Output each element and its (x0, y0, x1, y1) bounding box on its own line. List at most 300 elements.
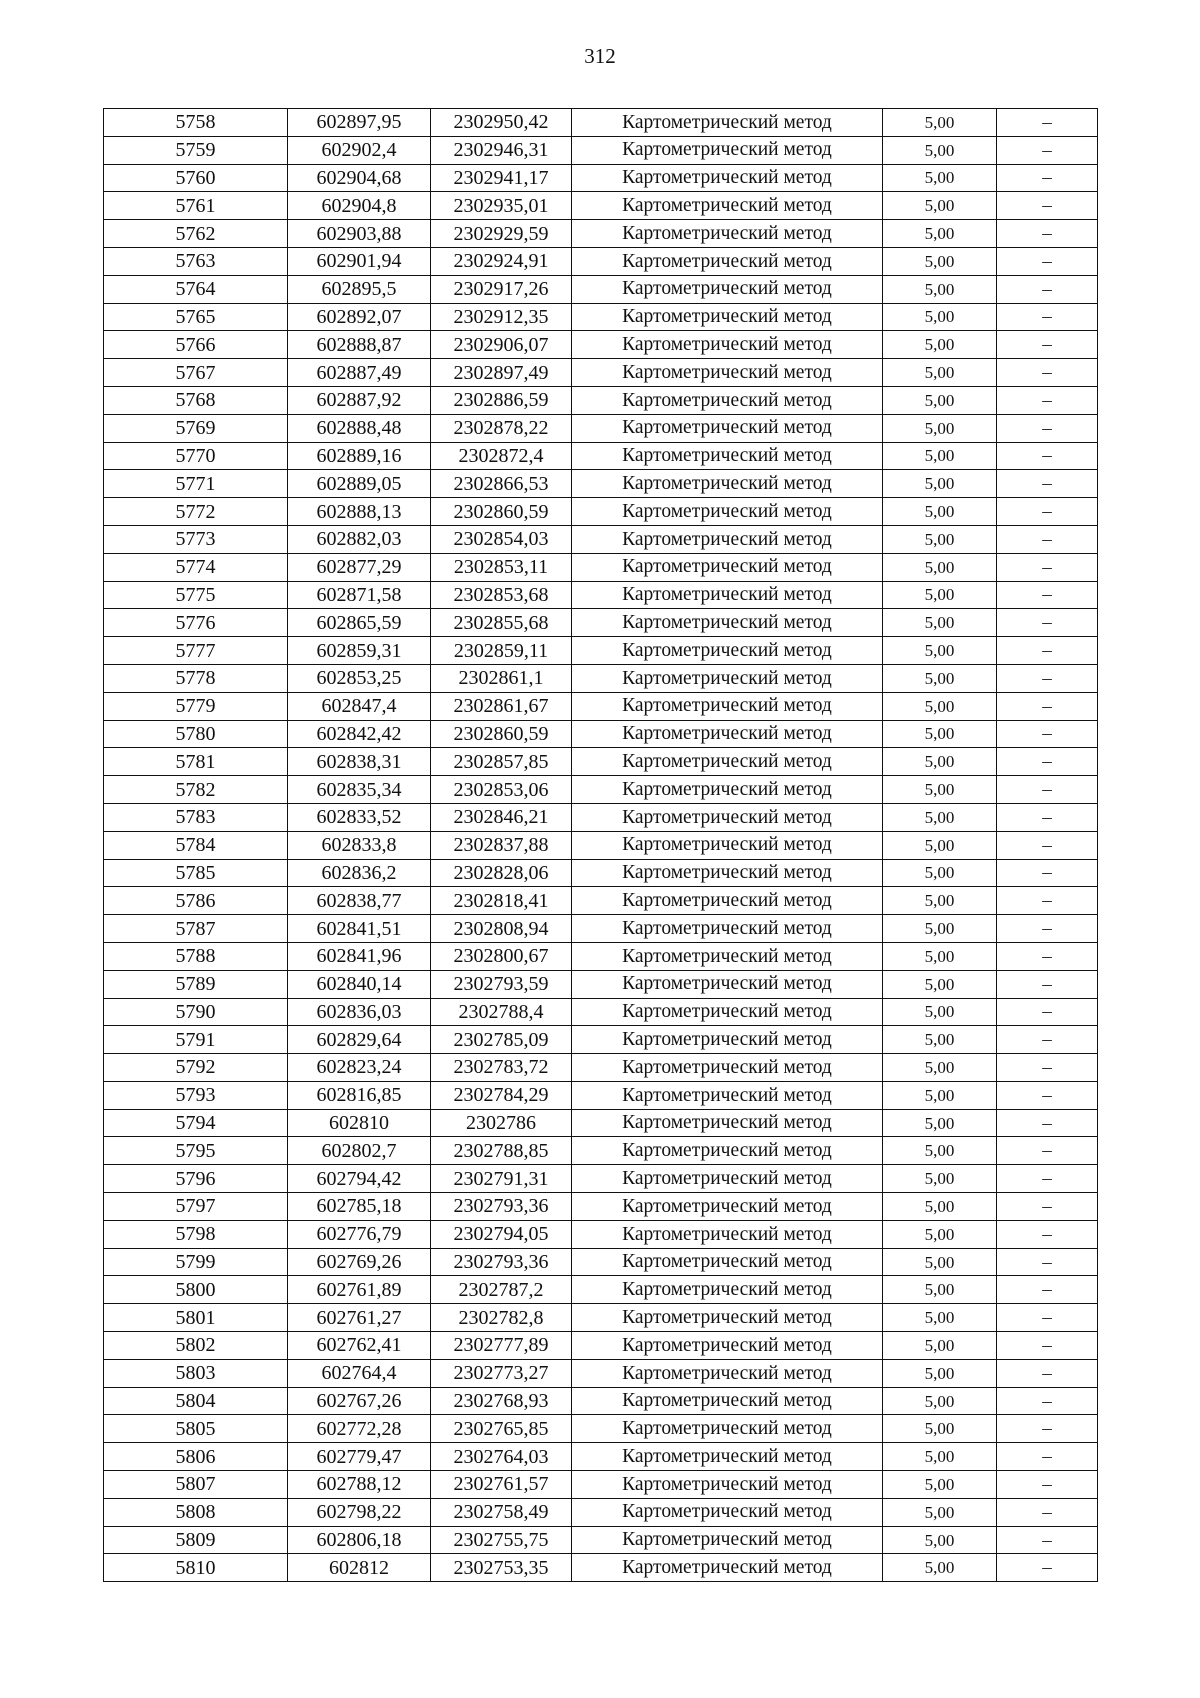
point-number-cell: 5764 (104, 275, 288, 303)
table-row (104, 609, 1098, 637)
table-row (104, 1304, 1098, 1332)
note-cell: – (997, 915, 1098, 943)
note-cell: – (997, 1332, 1098, 1360)
note-cell: – (997, 192, 1098, 220)
table-row (104, 1165, 1098, 1193)
accuracy-cell: 5,00 (883, 859, 997, 887)
table-row (104, 192, 1098, 220)
point-number-cell: 5767 (104, 359, 288, 387)
note-cell: – (997, 942, 1098, 970)
table-row (104, 970, 1098, 998)
method-cell: Картометрический метод (572, 109, 883, 137)
table-row (104, 998, 1098, 1026)
method-cell: Картометрический метод (572, 637, 883, 665)
table-row (104, 1415, 1098, 1443)
method-cell: Картометрический метод (572, 1081, 883, 1109)
accuracy-cell: 5,00 (883, 136, 997, 164)
table-row (104, 414, 1098, 442)
table-row (104, 220, 1098, 248)
note-cell: – (997, 664, 1098, 692)
x-coordinate-cell: 602833,8 (288, 831, 431, 859)
table-row (104, 386, 1098, 414)
method-cell: Картометрический метод (572, 1193, 883, 1221)
note-cell: – (997, 776, 1098, 804)
note-cell: – (997, 803, 1098, 831)
point-number-cell: 5800 (104, 1276, 288, 1304)
note-cell: – (997, 998, 1098, 1026)
accuracy-cell: 5,00 (883, 637, 997, 665)
note-cell: – (997, 525, 1098, 553)
method-cell: Картометрический метод (572, 331, 883, 359)
note-cell: – (997, 1498, 1098, 1526)
y-coordinate-cell: 2302786 (431, 1109, 572, 1137)
accuracy-cell: 5,00 (883, 1220, 997, 1248)
x-coordinate-cell: 602877,29 (288, 553, 431, 581)
method-cell: Картометрический метод (572, 720, 883, 748)
y-coordinate-cell: 2302788,85 (431, 1137, 572, 1165)
x-coordinate-cell: 602892,07 (288, 303, 431, 331)
table-row (104, 109, 1098, 137)
accuracy-cell: 5,00 (883, 803, 997, 831)
method-cell: Картометрический метод (572, 748, 883, 776)
method-cell: Картометрический метод (572, 859, 883, 887)
point-number-cell: 5795 (104, 1137, 288, 1165)
method-cell: Картометрический метод (572, 192, 883, 220)
point-number-cell: 5776 (104, 609, 288, 637)
point-number-cell: 5773 (104, 525, 288, 553)
accuracy-cell: 5,00 (883, 998, 997, 1026)
method-cell: Картометрический метод (572, 776, 883, 804)
accuracy-cell: 5,00 (883, 414, 997, 442)
x-coordinate-cell: 602812 (288, 1554, 431, 1582)
x-coordinate-cell: 602788,12 (288, 1471, 431, 1499)
x-coordinate-cell: 602833,52 (288, 803, 431, 831)
accuracy-cell: 5,00 (883, 1081, 997, 1109)
point-number-cell: 5786 (104, 887, 288, 915)
point-number-cell: 5781 (104, 748, 288, 776)
point-number-cell: 5796 (104, 1165, 288, 1193)
note-cell: – (997, 1554, 1098, 1582)
y-coordinate-cell: 2302872,4 (431, 442, 572, 470)
note-cell: – (997, 303, 1098, 331)
x-coordinate-cell: 602887,92 (288, 386, 431, 414)
method-cell: Картометрический метод (572, 1248, 883, 1276)
table-row (104, 1554, 1098, 1582)
accuracy-cell: 5,00 (883, 887, 997, 915)
method-cell: Картометрический метод (572, 275, 883, 303)
method-cell: Картометрический метод (572, 915, 883, 943)
accuracy-cell: 5,00 (883, 609, 997, 637)
point-number-cell: 5760 (104, 164, 288, 192)
note-cell: – (997, 581, 1098, 609)
method-cell: Картометрический метод (572, 414, 883, 442)
table-row (104, 1081, 1098, 1109)
x-coordinate-cell: 602842,42 (288, 720, 431, 748)
point-number-cell: 5792 (104, 1054, 288, 1082)
note-cell: – (997, 831, 1098, 859)
table-row (104, 1443, 1098, 1471)
point-number-cell: 5770 (104, 442, 288, 470)
point-number-cell: 5774 (104, 553, 288, 581)
point-number-cell: 5797 (104, 1193, 288, 1221)
table-row (104, 553, 1098, 581)
x-coordinate-cell: 602888,13 (288, 498, 431, 526)
accuracy-cell: 5,00 (883, 1332, 997, 1360)
accuracy-cell: 5,00 (883, 942, 997, 970)
point-number-cell: 5789 (104, 970, 288, 998)
y-coordinate-cell: 2302861,67 (431, 692, 572, 720)
note-cell: – (997, 970, 1098, 998)
y-coordinate-cell: 2302794,05 (431, 1220, 572, 1248)
x-coordinate-cell: 602847,4 (288, 692, 431, 720)
x-coordinate-cell: 602838,77 (288, 887, 431, 915)
x-coordinate-cell: 602902,4 (288, 136, 431, 164)
y-coordinate-cell: 2302860,59 (431, 498, 572, 526)
y-coordinate-cell: 2302929,59 (431, 220, 572, 248)
method-cell: Картометрический метод (572, 1443, 883, 1471)
y-coordinate-cell: 2302761,57 (431, 1471, 572, 1499)
note-cell: – (997, 1387, 1098, 1415)
accuracy-cell: 5,00 (883, 1387, 997, 1415)
note-cell: – (997, 220, 1098, 248)
table-row (104, 915, 1098, 943)
method-cell: Картометрический метод (572, 553, 883, 581)
accuracy-cell: 5,00 (883, 1193, 997, 1221)
point-number-cell: 5765 (104, 303, 288, 331)
table-row (104, 776, 1098, 804)
accuracy-cell: 5,00 (883, 359, 997, 387)
method-cell: Картометрический метод (572, 664, 883, 692)
accuracy-cell: 5,00 (883, 748, 997, 776)
y-coordinate-cell: 2302941,17 (431, 164, 572, 192)
y-coordinate-cell: 2302773,27 (431, 1359, 572, 1387)
point-number-cell: 5780 (104, 720, 288, 748)
table-row (104, 637, 1098, 665)
point-number-cell: 5810 (104, 1554, 288, 1582)
x-coordinate-cell: 602901,94 (288, 247, 431, 275)
table-row (104, 525, 1098, 553)
point-number-cell: 5791 (104, 1026, 288, 1054)
accuracy-cell: 5,00 (883, 915, 997, 943)
point-number-cell: 5802 (104, 1332, 288, 1360)
table-row (104, 1026, 1098, 1054)
method-cell: Картометрический метод (572, 1387, 883, 1415)
accuracy-cell: 5,00 (883, 275, 997, 303)
x-coordinate-cell: 602762,41 (288, 1332, 431, 1360)
x-coordinate-cell: 602835,34 (288, 776, 431, 804)
y-coordinate-cell: 2302917,26 (431, 275, 572, 303)
method-cell: Картометрический метод (572, 1359, 883, 1387)
table-row (104, 1387, 1098, 1415)
x-coordinate-cell: 602897,95 (288, 109, 431, 137)
x-coordinate-cell: 602888,48 (288, 414, 431, 442)
table-row (104, 692, 1098, 720)
note-cell: – (997, 720, 1098, 748)
table-row (104, 1359, 1098, 1387)
note-cell: – (997, 553, 1098, 581)
note-cell: – (997, 498, 1098, 526)
accuracy-cell: 5,00 (883, 1415, 997, 1443)
point-number-cell: 5772 (104, 498, 288, 526)
note-cell: – (997, 136, 1098, 164)
x-coordinate-cell: 602836,2 (288, 859, 431, 887)
table-row (104, 498, 1098, 526)
point-number-cell: 5793 (104, 1081, 288, 1109)
y-coordinate-cell: 2302866,53 (431, 470, 572, 498)
table-row (104, 803, 1098, 831)
note-cell: – (997, 1220, 1098, 1248)
y-coordinate-cell: 2302878,22 (431, 414, 572, 442)
y-coordinate-cell: 2302793,59 (431, 970, 572, 998)
accuracy-cell: 5,00 (883, 1109, 997, 1137)
note-cell: – (997, 1276, 1098, 1304)
x-coordinate-cell: 602889,16 (288, 442, 431, 470)
x-coordinate-cell: 602772,28 (288, 1415, 431, 1443)
table-row (104, 247, 1098, 275)
point-number-cell: 5778 (104, 664, 288, 692)
table-row (104, 1193, 1098, 1221)
y-coordinate-cell: 2302788,4 (431, 998, 572, 1026)
y-coordinate-cell: 2302906,07 (431, 331, 572, 359)
y-coordinate-cell: 2302783,72 (431, 1054, 572, 1082)
table-row (104, 1498, 1098, 1526)
point-number-cell: 5799 (104, 1248, 288, 1276)
point-number-cell: 5771 (104, 470, 288, 498)
accuracy-cell: 5,00 (883, 1054, 997, 1082)
method-cell: Картометрический метод (572, 1498, 883, 1526)
accuracy-cell: 5,00 (883, 581, 997, 609)
point-number-cell: 5775 (104, 581, 288, 609)
x-coordinate-cell: 602841,96 (288, 942, 431, 970)
table-row (104, 275, 1098, 303)
point-number-cell: 5794 (104, 1109, 288, 1137)
accuracy-cell: 5,00 (883, 386, 997, 414)
note-cell: – (997, 609, 1098, 637)
method-cell: Картометрический метод (572, 887, 883, 915)
method-cell: Картометрический метод (572, 942, 883, 970)
note-cell: – (997, 859, 1098, 887)
note-cell: – (997, 1304, 1098, 1332)
coordinates-table (103, 108, 1098, 1582)
y-coordinate-cell: 2302784,29 (431, 1081, 572, 1109)
table-row (104, 1248, 1098, 1276)
accuracy-cell: 5,00 (883, 303, 997, 331)
x-coordinate-cell: 602836,03 (288, 998, 431, 1026)
x-coordinate-cell: 602865,59 (288, 609, 431, 637)
table-row (104, 164, 1098, 192)
table-row (104, 1054, 1098, 1082)
note-cell: – (997, 1054, 1098, 1082)
x-coordinate-cell: 602859,31 (288, 637, 431, 665)
x-coordinate-cell: 602853,25 (288, 664, 431, 692)
x-coordinate-cell: 602785,18 (288, 1193, 431, 1221)
x-coordinate-cell: 602810 (288, 1109, 431, 1137)
y-coordinate-cell: 2302828,06 (431, 859, 572, 887)
note-cell: – (997, 275, 1098, 303)
point-number-cell: 5763 (104, 247, 288, 275)
y-coordinate-cell: 2302854,03 (431, 525, 572, 553)
method-cell: Картометрический метод (572, 303, 883, 331)
table-row (104, 1137, 1098, 1165)
accuracy-cell: 5,00 (883, 553, 997, 581)
table-row (104, 1220, 1098, 1248)
accuracy-cell: 5,00 (883, 1359, 997, 1387)
x-coordinate-cell: 602841,51 (288, 915, 431, 943)
y-coordinate-cell: 2302924,91 (431, 247, 572, 275)
method-cell: Картометрический метод (572, 1332, 883, 1360)
y-coordinate-cell: 2302791,31 (431, 1165, 572, 1193)
table-row (104, 887, 1098, 915)
method-cell: Картометрический метод (572, 1054, 883, 1082)
point-number-cell: 5769 (104, 414, 288, 442)
method-cell: Картометрический метод (572, 498, 883, 526)
accuracy-cell: 5,00 (883, 525, 997, 553)
x-coordinate-cell: 602829,64 (288, 1026, 431, 1054)
y-coordinate-cell: 2302785,09 (431, 1026, 572, 1054)
point-number-cell: 5768 (104, 386, 288, 414)
note-cell: – (997, 164, 1098, 192)
point-number-cell: 5809 (104, 1526, 288, 1554)
table-row (104, 1109, 1098, 1137)
point-number-cell: 5806 (104, 1443, 288, 1471)
table-row (104, 470, 1098, 498)
accuracy-cell: 5,00 (883, 498, 997, 526)
x-coordinate-cell: 602769,26 (288, 1248, 431, 1276)
accuracy-cell: 5,00 (883, 164, 997, 192)
note-cell: – (997, 1471, 1098, 1499)
accuracy-cell: 5,00 (883, 331, 997, 359)
method-cell: Картометрический метод (572, 581, 883, 609)
point-number-cell: 5766 (104, 331, 288, 359)
note-cell: – (997, 1165, 1098, 1193)
method-cell: Картометрический метод (572, 692, 883, 720)
point-number-cell: 5808 (104, 1498, 288, 1526)
accuracy-cell: 5,00 (883, 1165, 997, 1193)
method-cell: Картометрический метод (572, 1415, 883, 1443)
note-cell: – (997, 1526, 1098, 1554)
note-cell: – (997, 1248, 1098, 1276)
method-cell: Картометрический метод (572, 1026, 883, 1054)
accuracy-cell: 5,00 (883, 692, 997, 720)
method-cell: Картометрический метод (572, 220, 883, 248)
x-coordinate-cell: 602779,47 (288, 1443, 431, 1471)
accuracy-cell: 5,00 (883, 1248, 997, 1276)
method-cell: Картометрический метод (572, 164, 883, 192)
y-coordinate-cell: 2302793,36 (431, 1193, 572, 1221)
accuracy-cell: 5,00 (883, 1443, 997, 1471)
accuracy-cell: 5,00 (883, 720, 997, 748)
point-number-cell: 5784 (104, 831, 288, 859)
y-coordinate-cell: 2302782,8 (431, 1304, 572, 1332)
y-coordinate-cell: 2302897,49 (431, 359, 572, 387)
y-coordinate-cell: 2302765,85 (431, 1415, 572, 1443)
x-coordinate-cell: 602816,85 (288, 1081, 431, 1109)
y-coordinate-cell: 2302950,42 (431, 109, 572, 137)
x-coordinate-cell: 602838,31 (288, 748, 431, 776)
accuracy-cell: 5,00 (883, 247, 997, 275)
table-row (104, 331, 1098, 359)
method-cell: Картометрический метод (572, 803, 883, 831)
method-cell: Картометрический метод (572, 1304, 883, 1332)
method-cell: Картометрический метод (572, 247, 883, 275)
table-row (104, 581, 1098, 609)
accuracy-cell: 5,00 (883, 776, 997, 804)
x-coordinate-cell: 602794,42 (288, 1165, 431, 1193)
method-cell: Картометрический метод (572, 1165, 883, 1193)
y-coordinate-cell: 2302857,85 (431, 748, 572, 776)
method-cell: Картометрический метод (572, 136, 883, 164)
note-cell: – (997, 109, 1098, 137)
point-number-cell: 5801 (104, 1304, 288, 1332)
y-coordinate-cell: 2302886,59 (431, 386, 572, 414)
x-coordinate-cell: 602767,26 (288, 1387, 431, 1415)
accuracy-cell: 5,00 (883, 1498, 997, 1526)
point-number-cell: 5804 (104, 1387, 288, 1415)
table-row (104, 1332, 1098, 1360)
note-cell: – (997, 637, 1098, 665)
accuracy-cell: 5,00 (883, 1471, 997, 1499)
method-cell: Картометрический метод (572, 470, 883, 498)
table-row (104, 748, 1098, 776)
accuracy-cell: 5,00 (883, 664, 997, 692)
y-coordinate-cell: 2302912,35 (431, 303, 572, 331)
table-row (104, 942, 1098, 970)
note-cell: – (997, 247, 1098, 275)
method-cell: Картометрический метод (572, 359, 883, 387)
accuracy-cell: 5,00 (883, 1026, 997, 1054)
point-number-cell: 5779 (104, 692, 288, 720)
note-cell: – (997, 1415, 1098, 1443)
accuracy-cell: 5,00 (883, 442, 997, 470)
y-coordinate-cell: 2302808,94 (431, 915, 572, 943)
table-row (104, 1526, 1098, 1554)
point-number-cell: 5805 (104, 1415, 288, 1443)
table-row (104, 1471, 1098, 1499)
method-cell: Картометрический метод (572, 442, 883, 470)
note-cell: – (997, 1193, 1098, 1221)
accuracy-cell: 5,00 (883, 1276, 997, 1304)
table-row (104, 303, 1098, 331)
note-cell: – (997, 748, 1098, 776)
method-cell: Картометрический метод (572, 998, 883, 1026)
x-coordinate-cell: 602840,14 (288, 970, 431, 998)
method-cell: Картометрический метод (572, 1276, 883, 1304)
y-coordinate-cell: 2302861,1 (431, 664, 572, 692)
accuracy-cell: 5,00 (883, 1304, 997, 1332)
method-cell: Картометрический метод (572, 1554, 883, 1582)
accuracy-cell: 5,00 (883, 1526, 997, 1554)
point-number-cell: 5785 (104, 859, 288, 887)
x-coordinate-cell: 602904,8 (288, 192, 431, 220)
note-cell: – (997, 470, 1098, 498)
x-coordinate-cell: 602895,5 (288, 275, 431, 303)
table-row (104, 442, 1098, 470)
y-coordinate-cell: 2302853,06 (431, 776, 572, 804)
point-number-cell: 5759 (104, 136, 288, 164)
accuracy-cell: 5,00 (883, 1554, 997, 1582)
point-number-cell: 5783 (104, 803, 288, 831)
y-coordinate-cell: 2302758,49 (431, 1498, 572, 1526)
note-cell: – (997, 887, 1098, 915)
point-number-cell: 5761 (104, 192, 288, 220)
x-coordinate-cell: 602888,87 (288, 331, 431, 359)
x-coordinate-cell: 602882,03 (288, 525, 431, 553)
table-row (104, 831, 1098, 859)
accuracy-cell: 5,00 (883, 970, 997, 998)
note-cell: – (997, 1359, 1098, 1387)
table-row (104, 859, 1098, 887)
table-row (104, 664, 1098, 692)
